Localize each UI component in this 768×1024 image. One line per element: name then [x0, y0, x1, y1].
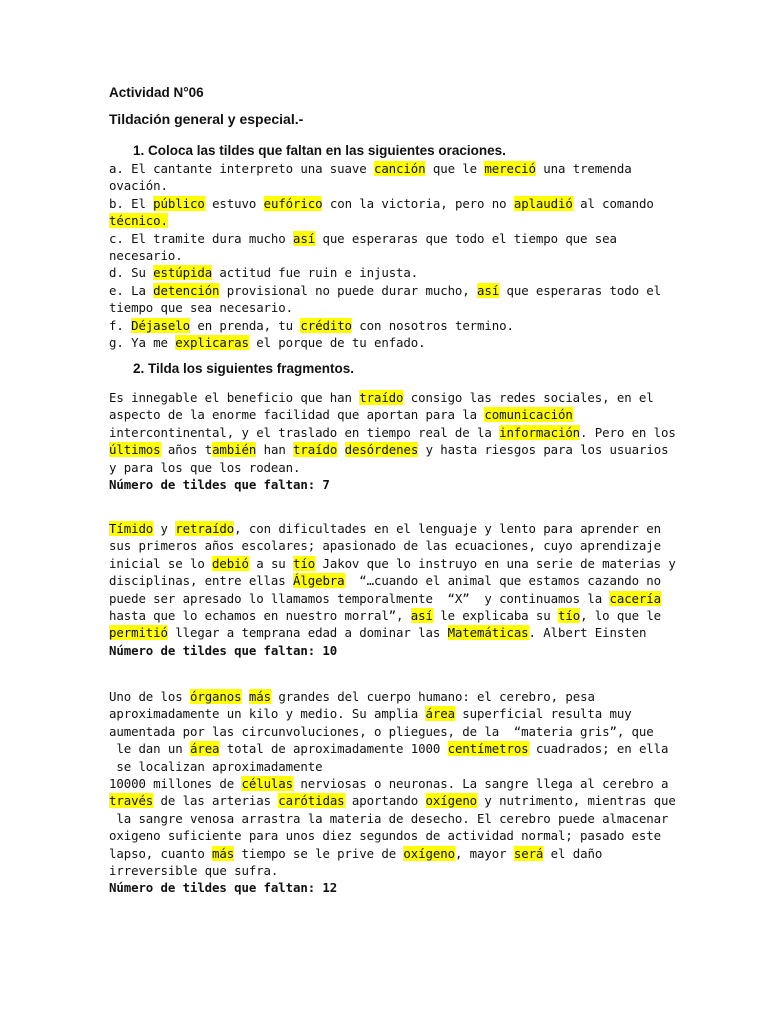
- text-segment: y hasta riesgos para los usuarios: [418, 442, 669, 458]
- fragment-1: [109, 389, 676, 493]
- text-segment: oxigeno suficiente para unos diez segundos de actividad normal; pasado este: [109, 828, 661, 844]
- highlighted-word: así: [410, 607, 433, 623]
- highlighted-word: canción: [373, 161, 426, 176]
- highlighted-word: técnico.: [109, 213, 168, 229]
- highlighted-word: través: [109, 793, 154, 809]
- text-segment: tiempo se le prive de: [234, 845, 404, 861]
- text-segment: sus primeros años escolares; apasionado de las ecuaciones, cuyo aprendizaje: [109, 538, 661, 554]
- text-segment: provisional no puede durar mucho,: [219, 282, 478, 298]
- highlighted-word: ambién: [212, 442, 257, 458]
- text-line: [109, 177, 669, 194]
- text-segment: al comando: [572, 195, 654, 211]
- text-segment: y: [153, 521, 176, 536]
- highlighted-word: eufórico: [263, 195, 323, 211]
- text-segment: aumentada por las circunvoluciones, o pliegues, de la “materia gris”, que: [109, 723, 654, 739]
- text-segment: . Pero en los: [580, 424, 676, 440]
- text-segment: Es innegable el beneficio que han: [109, 390, 360, 405]
- text-segment: consigo las redes sociales, en el: [403, 390, 654, 405]
- text-line: [109, 792, 676, 809]
- text-segment: ovación.: [109, 178, 168, 194]
- text-segment: de las arterias: [153, 793, 279, 809]
- text-line: [109, 459, 669, 476]
- text-line: [109, 607, 669, 624]
- text-line: [109, 810, 669, 827]
- text-segment: lapso, cuanto: [109, 845, 213, 861]
- text-segment: , lo que le: [580, 607, 662, 623]
- text-segment: que esperaras que todo el tiempo que sea: [315, 230, 617, 246]
- highlighted-word: Tímido: [109, 521, 154, 536]
- highlighted-word: cacería: [609, 590, 661, 606]
- missing-accents-count: Número de tildes que faltan: 7: [109, 476, 330, 492]
- text-segment: e. La: [109, 282, 154, 298]
- sentence-list: [109, 160, 669, 351]
- text-segment: se localizan aproximadamente: [109, 758, 323, 774]
- highlighted-word: Álgebra: [293, 573, 345, 589]
- text-segment: aspecto de la enorme facilidad que aportan para la: [109, 407, 485, 423]
- text-segment: y nutrimento, mientras que: [477, 793, 676, 809]
- text-line: [109, 299, 669, 316]
- text-line: [109, 705, 669, 722]
- text-segment: [242, 689, 249, 704]
- fragment-2: [109, 520, 676, 659]
- text-line: [109, 624, 669, 641]
- highlighted-word: debió: [212, 555, 249, 571]
- highlighted-word: retraído: [175, 521, 235, 536]
- highlighted-word: comunicación: [484, 407, 573, 423]
- text-line: [109, 555, 676, 572]
- text-line: [109, 590, 669, 607]
- highlighted-word: centímetros: [447, 741, 529, 757]
- highlighted-word: tío: [557, 607, 581, 623]
- text-segment: la sangre venosa arrastra la materia de desecho. El cerebro puede almacenar: [109, 810, 669, 826]
- text-segment: a. El cantante interpreto una suave: [109, 161, 374, 176]
- highlighted-word: Matemáticas: [447, 625, 529, 641]
- subtitle: Tildación general y especial.-: [109, 111, 304, 127]
- section2-title: 2. Tilda los siguientes fragmentos.: [133, 361, 355, 376]
- text-line: [109, 740, 669, 757]
- text-line: [109, 775, 669, 792]
- text-segment: con nosotros termino.: [351, 317, 514, 333]
- highlighted-word: así: [293, 230, 316, 246]
- text-line: [109, 212, 669, 229]
- highlighted-word: tío: [293, 555, 316, 571]
- text-line: [109, 230, 669, 247]
- text-segment: estuvo: [204, 195, 264, 211]
- text-line: [109, 723, 669, 740]
- text-segment: disciplinas, entre ellas: [109, 573, 293, 589]
- highlighted-word: desórdenes: [344, 442, 419, 458]
- text-line: [109, 334, 669, 351]
- text-segment: “…cuando el animal que estamos cazando no: [344, 573, 662, 589]
- highlighted-word: traído: [359, 390, 404, 405]
- text-segment: una tremenda: [535, 161, 632, 176]
- text-segment: Uno de los: [109, 689, 190, 704]
- text-segment: aportando: [344, 793, 426, 809]
- text-segment: aproximadamente un kilo y medio. Su amplia: [109, 706, 426, 722]
- text-segment: Jakov que lo instruyo en una serie de materias y: [315, 555, 676, 571]
- text-segment: b. El: [109, 195, 154, 211]
- highlighted-word: más: [248, 689, 271, 704]
- highlighted-word: área: [425, 706, 455, 722]
- text-segment: superficial resulta muy: [454, 706, 632, 722]
- highlighted-word: será: [513, 845, 544, 861]
- text-segment: grandes del cuerpo humano: el cerebro, pesa: [270, 689, 595, 704]
- highlighted-word: Déjaselo: [131, 317, 190, 333]
- text-segment: puede ser apresado lo llamamos temporalmente “X” y continuamos la: [109, 590, 610, 606]
- highlighted-word: aplaudió: [513, 195, 573, 211]
- activity-title: Actividad N°06: [109, 85, 204, 100]
- highlighted-word: así: [477, 282, 500, 298]
- text-segment: . Albert Einsten: [528, 625, 647, 641]
- text-segment: necesario.: [109, 247, 183, 263]
- text-line: [109, 247, 669, 264]
- text-line: [109, 424, 676, 441]
- text-segment: irreversible que sufra.: [109, 862, 279, 878]
- highlighted-word: traído: [293, 442, 338, 458]
- text-line: [109, 688, 669, 705]
- highlighted-word: crédito: [300, 317, 352, 333]
- text-segment: [337, 442, 344, 457]
- text-segment: le dan un: [109, 741, 190, 757]
- text-segment: cuadrados; en ella: [528, 741, 669, 757]
- text-segment: , mayor: [454, 845, 514, 861]
- highlighted-word: explicaras: [175, 334, 249, 350]
- text-line: [109, 389, 669, 406]
- text-segment: g. Ya me: [109, 334, 176, 350]
- text-line: [109, 827, 669, 844]
- highlighted-word: permitió: [109, 625, 168, 641]
- text-segment: y para los que los rodean.: [109, 459, 301, 475]
- highlighted-word: información: [499, 424, 581, 440]
- highlighted-word: oxígeno: [425, 793, 478, 809]
- text-segment: , con dificultades en el lenguaje y lento para aprender en: [234, 521, 662, 536]
- text-segment: con la victoria, pero no: [322, 195, 514, 211]
- missing-accents-count: Número de tildes que faltan: 12: [109, 880, 338, 896]
- text-segment: nerviosas o neuronas. La sangre llega al cerebro a: [293, 775, 669, 791]
- text-segment: llegar a temprana edad a dominar las: [167, 625, 448, 641]
- highlighted-word: órganos: [189, 689, 242, 704]
- text-line: [109, 537, 669, 554]
- highlighted-word: células: [241, 775, 294, 791]
- text-segment: años t: [160, 442, 213, 458]
- missing-accents-count: Número de tildes que faltan: 10: [109, 642, 338, 658]
- text-segment: a su: [248, 555, 294, 571]
- highlighted-word: últimos: [109, 442, 161, 458]
- text-line: [109, 862, 669, 879]
- text-line: [109, 282, 669, 299]
- highlighted-word: oxígeno: [403, 845, 455, 861]
- highlighted-word: mereció: [484, 161, 536, 176]
- highlighted-word: área: [189, 741, 220, 757]
- section1-title: 1. Coloca las tildes que faltan en las siguientes oraciones.: [133, 143, 506, 158]
- highlighted-word: más: [212, 845, 235, 861]
- text-line: [109, 317, 669, 334]
- text-line: [109, 441, 669, 458]
- text-segment: c. El tramite dura mucho: [109, 230, 293, 246]
- text-segment: en prenda, tu: [189, 317, 301, 333]
- text-segment: que esperaras todo el: [499, 282, 662, 298]
- text-line: [109, 160, 669, 177]
- highlighted-word: carótidas: [278, 793, 345, 809]
- text-line: [109, 520, 669, 537]
- text-line: [109, 758, 669, 775]
- text-segment: el porque de tu enfado.: [248, 334, 426, 350]
- text-segment: hasta que lo echamos en nuestro morral”,: [109, 607, 411, 623]
- text-segment: actitud fue ruin e injusta.: [212, 265, 419, 281]
- text-segment: d. Su: [109, 265, 154, 281]
- text-segment: tiempo que sea necesario.: [109, 300, 293, 316]
- text-segment: total de aproximadamente 1000: [219, 741, 448, 757]
- text-line: [109, 195, 669, 212]
- text-segment: inicial se lo: [109, 555, 213, 571]
- highlighted-word: detención: [153, 282, 220, 298]
- text-segment: intercontinental, y el traslado en tiempo real de la: [109, 424, 500, 440]
- highlighted-word: público: [153, 195, 205, 211]
- text-line: [109, 845, 669, 862]
- text-segment: que le: [425, 161, 485, 176]
- text-segment: el daño: [543, 845, 603, 861]
- text-segment: f.: [109, 317, 132, 333]
- highlighted-word: estúpida: [153, 265, 213, 281]
- text-line: [109, 406, 669, 423]
- fragment-3: [109, 688, 676, 897]
- text-line: [109, 572, 669, 589]
- text-segment: le explicaba su: [432, 607, 558, 623]
- text-line: [109, 264, 669, 281]
- text-segment: 10000 millones de: [109, 775, 242, 791]
- text-segment: han: [256, 442, 294, 458]
